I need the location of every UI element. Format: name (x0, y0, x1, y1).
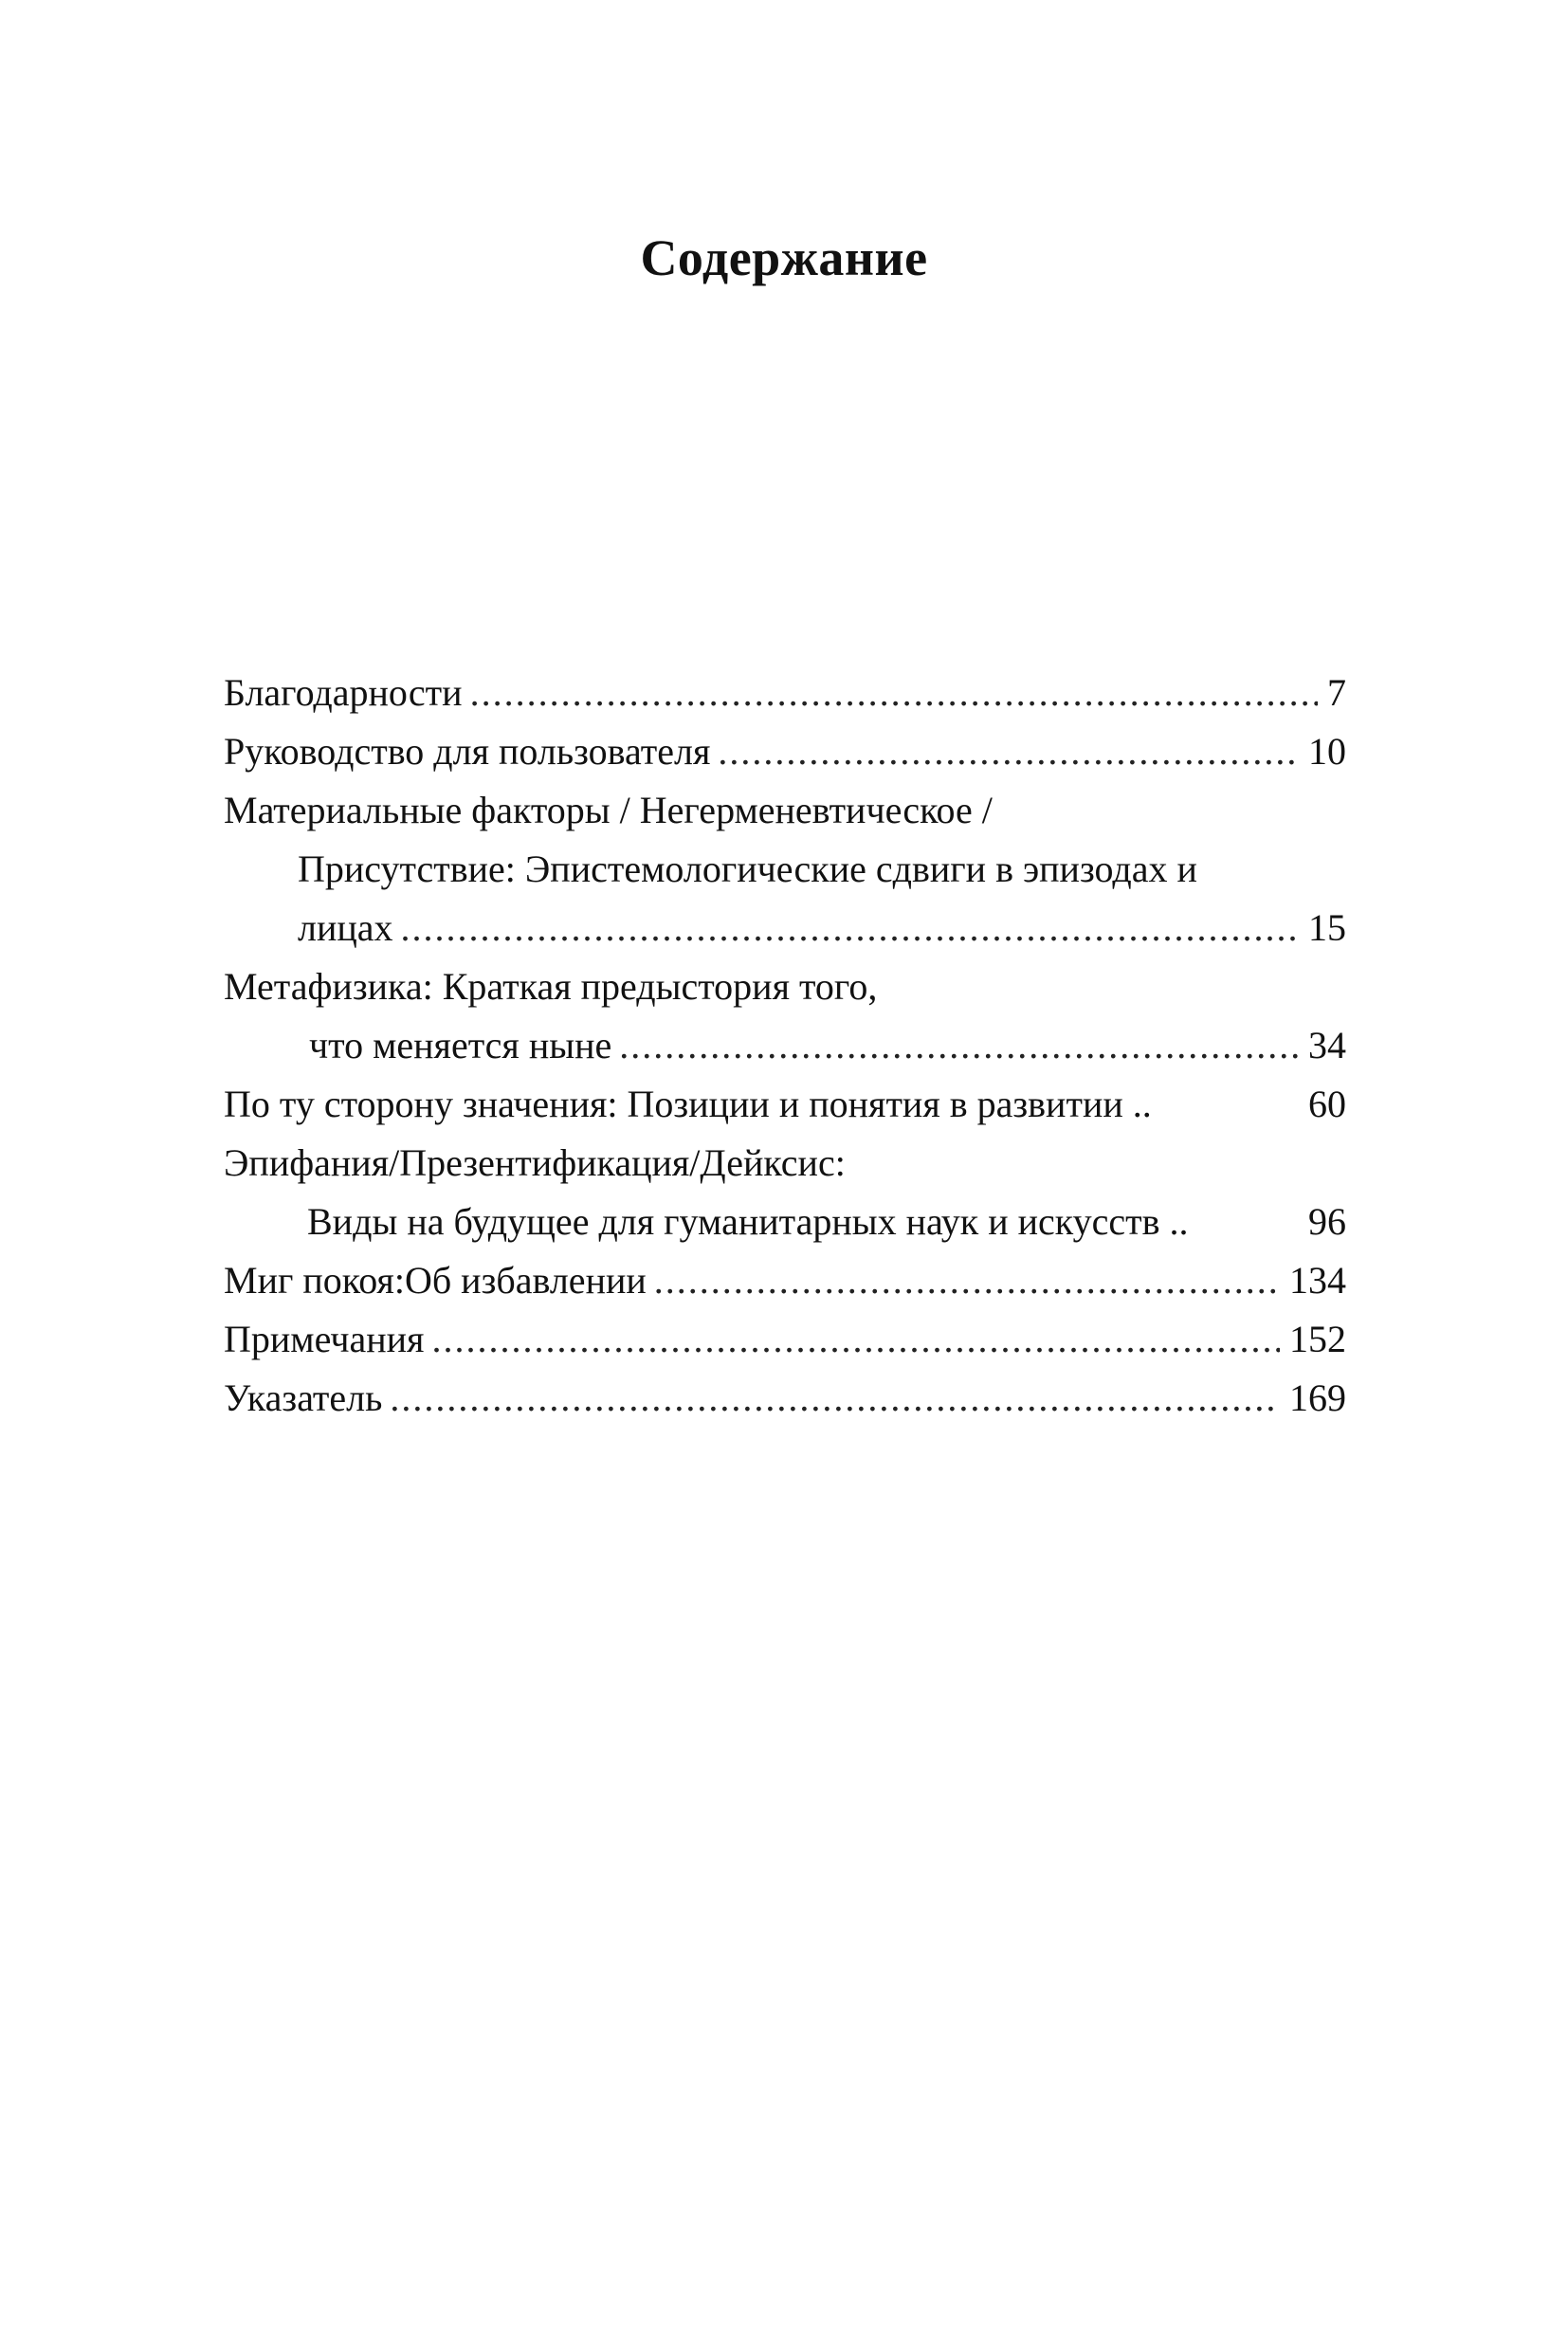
toc-entry-notes[interactable] (224, 1310, 1346, 1369)
toc-entry-epiphany[interactable] (224, 1134, 1346, 1251)
toc-entry-index[interactable] (224, 1369, 1346, 1428)
toc-entry-title: Указатель (224, 1376, 383, 1419)
dot-leader (718, 722, 1299, 781)
dot-leader (619, 1016, 1299, 1075)
toc-entry-user-guide[interactable] (224, 722, 1346, 781)
toc-entry-title: Миг покоя:Об избавлении (224, 1259, 647, 1302)
toc-entry-title-line: Виды на будущее для гуманитарных наук и искусств .. (307, 1200, 1189, 1243)
toc-entry-title-line: Материальные факторы / Негерменевтическое / (224, 789, 993, 831)
toc-page-number: 152 (1289, 1318, 1346, 1360)
toc-page-number: 96 (1308, 1200, 1346, 1243)
toc-entry-title-line: Метафизика: Краткая предыстория того, (224, 965, 878, 1008)
dot-leader (401, 899, 1299, 957)
dot-leader (390, 1369, 1280, 1428)
toc-entry-title: Благодарности (224, 671, 463, 714)
dot-leader (470, 664, 1318, 722)
page-title: Содержание (640, 229, 928, 287)
toc-entry-material-factors[interactable] (224, 781, 1346, 957)
toc-entry-title: Примечания (224, 1318, 425, 1360)
dot-leader (431, 1310, 1280, 1369)
toc-page-number: 10 (1308, 730, 1346, 773)
toc-entry-title: Руководство для пользователя (224, 730, 711, 773)
toc-entry-title-line: Присутствие: Эпистемологические сдвиги в эпизодах и (298, 847, 1197, 890)
toc-entry-title: По ту сторону значения: Позиции и понятия в развитии .. (224, 1083, 1152, 1125)
toc-entry-beyond-meaning[interactable] (224, 1075, 1346, 1134)
toc-page-number: 15 (1308, 906, 1346, 949)
toc-entry-metaphysics[interactable] (224, 957, 1346, 1075)
table-of-contents (224, 664, 1346, 1428)
toc-entry-moment-of-rest[interactable] (224, 1251, 1346, 1310)
toc-page-number: 60 (1308, 1083, 1346, 1125)
toc-entry-title-line: лицах (298, 906, 393, 949)
toc-entry-acknowledgements[interactable] (224, 664, 1346, 722)
dot-leader (654, 1251, 1280, 1310)
toc-page-number: 134 (1289, 1259, 1346, 1302)
toc-page-number: 7 (1327, 671, 1346, 714)
toc-page-number: 169 (1289, 1376, 1346, 1419)
toc-page-number: 34 (1308, 1024, 1346, 1066)
toc-entry-title-line: что меняется ныне (309, 1024, 612, 1066)
toc-entry-title-line: Эпифания/Презентификация/Дейксис: (224, 1141, 846, 1184)
